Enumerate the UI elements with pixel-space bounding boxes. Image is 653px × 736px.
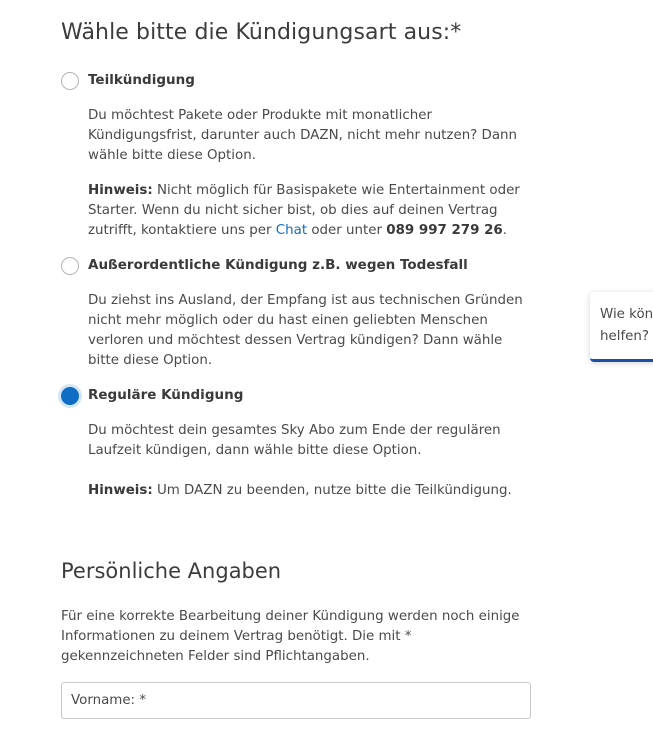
option-label-ausserordentliche-kuendigung[interactable]: Außerordentliche Kündigung z.B. wegen Todesfall — [88, 257, 468, 273]
option-label-teilkuendigung[interactable]: Teilkündigung — [88, 72, 195, 88]
note-end: . — [502, 223, 508, 238]
personal-data-intro: Für eine korrekte Bearbeitung deiner Kündigung werden noch einige Informationen zu deinem Vertrag benötigt. Die mit * gekennzeichneten Felder sind Pflichtangaben. — [61, 609, 520, 664]
radio-regulaere-kuendigung[interactable] — [61, 387, 79, 405]
hotline-number: 089 997 279 26 — [386, 223, 503, 238]
note-label: Hinweis: — [88, 483, 153, 498]
chat-help-widget[interactable] — [590, 292, 653, 362]
note-label: Hinweis: — [88, 183, 153, 198]
chat-link[interactable]: Chat — [275, 223, 308, 238]
radio-ausserordentliche-kuendigung[interactable] — [61, 257, 79, 275]
option-description-ausserordentliche-kuendigung: Du ziehst ins Ausland, der Empfang ist aus technischen Gründen nicht mehr möglich oder du hast einen geliebten Menschen verloren und möchtest dessen Vertrag kündigen? Dann wähle bitte diese Option. — [88, 293, 523, 368]
termination-type-heading: Wähle bitte die Kündigungsart aus:* — [61, 20, 462, 45]
firstname-field-wrapper — [61, 682, 531, 719]
firstname-input[interactable] — [62, 683, 530, 718]
personal-data-heading: Persönliche Angaben — [61, 559, 282, 583]
option-description-regulaere-kuendigung: Du möchtest dein gesamtes Sky Abo zum Ende der regulären Laufzeit kündigen, dann wähle bitte diese Option. — [88, 423, 501, 458]
radio-teilkuendigung[interactable] — [61, 72, 79, 90]
option-label-regulaere-kuendigung[interactable]: Reguläre Kündigung — [88, 387, 244, 403]
note-text: Um DAZN zu beenden, nutze bitte die Teilkündigung. — [152, 483, 512, 498]
note-text-2: oder unter — [307, 223, 387, 238]
note-text: Nicht möglich für Basispakete wie Entertainment oder Starter. Wenn du nicht sicher bist, ob dies auf deinen Vertrag zutrifft, kontaktiere uns per — [88, 183, 520, 238]
option-description-teilkuendigung: Du möchtest Pakete oder Produkte mit monatlicher Kündigungsfrist, darunter auch DAZN, nicht mehr nutzen? Dann wähle bitte diese Option. — [88, 108, 518, 163]
option-note-teilkuendigung — [88, 181, 528, 241]
chat-help-text: Wie kön helfen? — [600, 307, 653, 344]
option-note-regulaere-kuendigung — [88, 481, 528, 501]
